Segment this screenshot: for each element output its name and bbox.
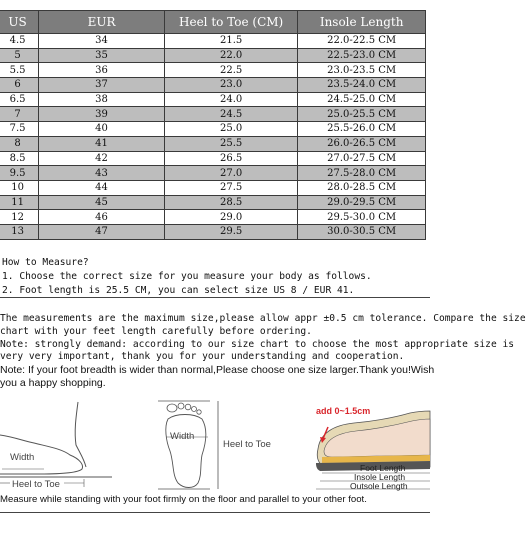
note-line: 1. Choose the correct size for you measure your body as follows. — [2, 271, 372, 282]
toe-prints — [167, 403, 201, 414]
table-row — [0, 122, 426, 137]
header-insole-length: Insole Length — [298, 11, 426, 34]
table-row — [0, 92, 426, 107]
note-line: you a happy shopping. — [0, 376, 106, 389]
table-row — [0, 136, 426, 151]
table-row — [0, 107, 426, 122]
foot-side-view-diagram — [0, 397, 120, 493]
cell-eur: 46 — [39, 210, 165, 225]
cell-us: 6 — [0, 78, 39, 93]
cell-us: 9.5 — [0, 166, 39, 181]
cell-us: 7.5 — [0, 122, 39, 137]
table-row — [0, 151, 426, 166]
note-line: very very important, thank you for your understanding and cooperation. — [0, 351, 405, 363]
table-row — [0, 34, 426, 49]
side-width-label: Width — [10, 452, 35, 463]
divider — [0, 512, 430, 513]
foot-sole-diagram — [148, 397, 288, 493]
cell-eur: 42 — [39, 151, 165, 166]
cell-heel-to-toe: 28.5 — [164, 195, 297, 210]
cell-us: 4.5 — [0, 34, 39, 49]
foot-length-label: Foot Length — [360, 463, 406, 473]
note-line: chart with your feet length carefully before ordering. — [0, 325, 312, 337]
cell-us: 8 — [0, 136, 39, 151]
table-row — [0, 48, 426, 63]
cell-heel-to-toe: 23.0 — [164, 78, 297, 93]
measure-caption: Measure while standing with your foot firmly on the floor and parallel to your other foot. — [0, 494, 367, 505]
side-heel-to-toe-label: Heel to Toe — [12, 479, 60, 490]
cell-insole-length: 24.5-25.0 CM — [298, 92, 426, 107]
note-line: The measurements are the maximum size,please allow appr ±0.5 cm tolerance. Compare the size — [0, 313, 526, 324]
cell-insole-length: 22.0-22.5 CM — [298, 34, 426, 49]
cell-heel-to-toe: 26.5 — [164, 151, 297, 166]
outsole-length-label: Outsole Length — [350, 481, 408, 491]
table-row — [0, 180, 426, 195]
table-row — [0, 78, 426, 93]
header-us: US — [0, 11, 39, 34]
cell-eur: 47 — [39, 224, 165, 239]
cell-heel-to-toe: 25.5 — [164, 136, 297, 151]
cell-insole-length: 25.5-26.0 CM — [298, 122, 426, 137]
cell-heel-to-toe: 29.0 — [164, 210, 297, 225]
cell-eur: 41 — [39, 136, 165, 151]
sole-width-label: Width — [170, 431, 195, 442]
cell-heel-to-toe: 27.0 — [164, 166, 297, 181]
header-eur: EUR — [39, 11, 165, 34]
note-line: 2. Foot length is 25.5 CM, you can select size US 8 / EUR 41. — [2, 285, 355, 296]
cell-heel-to-toe: 22.0 — [164, 48, 297, 63]
cell-insole-length: 29.5-30.0 CM — [298, 210, 426, 225]
cell-eur: 39 — [39, 107, 165, 122]
note-line: How to Measure? — [2, 257, 89, 268]
cell-us: 8.5 — [0, 151, 39, 166]
sole-heel-to-toe-label: Heel to Toe — [223, 439, 271, 450]
cell-us: 10 — [0, 180, 39, 195]
divider — [0, 297, 430, 298]
header-heel-to-toe: Heel to Toe (CM) — [164, 11, 297, 34]
insole-length-label: Insole Length — [354, 472, 406, 482]
cell-us: 11 — [0, 195, 39, 210]
cell-insole-length: 22.5-23.0 CM — [298, 48, 426, 63]
cell-us: 5 — [0, 48, 39, 63]
cell-insole-length: 28.0-28.5 CM — [298, 180, 426, 195]
cell-insole-length: 23.5-24.0 CM — [298, 78, 426, 93]
cell-heel-to-toe: 24.0 — [164, 92, 297, 107]
cell-us: 12 — [0, 210, 39, 225]
cell-eur: 35 — [39, 48, 165, 63]
cell-insole-length: 26.0-26.5 CM — [298, 136, 426, 151]
cell-eur: 44 — [39, 180, 165, 195]
table-row — [0, 210, 426, 225]
note-line: Note: strongly demand: according to our size chart to choose the most appropriate size is — [0, 338, 515, 350]
cell-insole-length: 23.0-23.5 CM — [298, 63, 426, 78]
sole-outline — [166, 415, 206, 488]
cell-heel-to-toe: 21.5 — [164, 34, 297, 49]
cell-heel-to-toe: 25.0 — [164, 122, 297, 137]
cell-insole-length: 30.0-30.5 CM — [298, 224, 426, 239]
cell-heel-to-toe: 29.5 — [164, 224, 297, 239]
cell-eur: 36 — [39, 63, 165, 78]
cell-heel-to-toe: 24.5 — [164, 107, 297, 122]
cell-heel-to-toe: 27.5 — [164, 180, 297, 195]
table-header-row — [0, 11, 426, 34]
add-tolerance-label: add 0~1.5cm — [316, 406, 371, 416]
ankle-outline — [75, 402, 86, 467]
shoe-cross-section-diagram — [310, 397, 430, 493]
cell-eur: 40 — [39, 122, 165, 137]
cell-eur: 37 — [39, 78, 165, 93]
cell-us: 6.5 — [0, 92, 39, 107]
cell-heel-to-toe: 22.5 — [164, 63, 297, 78]
cell-eur: 43 — [39, 166, 165, 181]
cell-us: 7 — [0, 107, 39, 122]
cell-us: 5.5 — [0, 63, 39, 78]
table-row — [0, 195, 426, 210]
table-row — [0, 224, 426, 239]
cell-us: 13 — [0, 224, 39, 239]
table-row — [0, 166, 426, 181]
cell-insole-length: 27.5-28.0 CM — [298, 166, 426, 181]
how-to-measure-notes — [2, 256, 372, 298]
note-line: Note: If your foot breadth is wider than normal,Please choose one size larger.Thank you!Wish — [0, 364, 435, 377]
cell-insole-length: 27.0-27.5 CM — [298, 151, 426, 166]
cell-eur: 45 — [39, 195, 165, 210]
cell-insole-length: 29.0-29.5 CM — [298, 195, 426, 210]
size-table-body — [0, 34, 426, 240]
tolerance-notes — [0, 313, 526, 390]
table-row — [0, 63, 426, 78]
cell-eur: 34 — [39, 34, 165, 49]
cell-eur: 38 — [39, 92, 165, 107]
cell-insole-length: 25.0-25.5 CM — [298, 107, 426, 122]
size-table — [0, 10, 426, 240]
